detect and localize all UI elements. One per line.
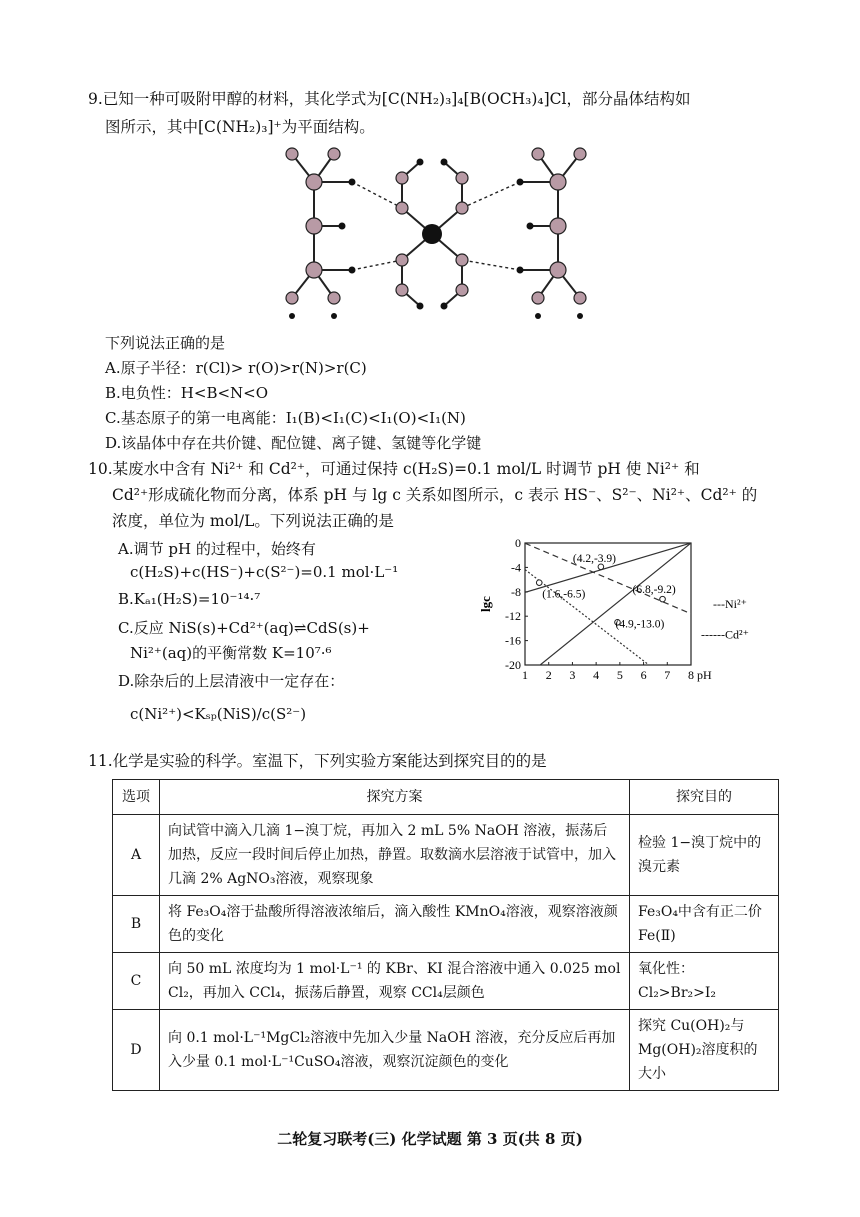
table-row [113,815,779,896]
q9-option-d: D.该晶体中存在共价键、配位键、离子键、氢键等化学键 [105,434,482,452]
q10-option-a-1: A.调节 pH 的过程中，始终有 [118,540,316,558]
header-plan: 探究方案 [160,780,630,815]
row-plan: 向 0.1 mol·L⁻¹MgCl₂溶液中先加入少量 NaOH 溶液，充分反应后再加入少量 0.1 mol·L⁻¹CuSO₄溶液，观察沉淀颜色的变化 [160,1010,630,1091]
row-plan: 将 Fe₃O₄溶于盐酸所得溶液浓缩后，滴入酸性 KMnO₄溶液，观察溶液颜色的变化 [160,896,630,953]
table-header-row [113,780,779,815]
intersection-point [660,596,666,602]
x-axis-label: pH [697,668,712,682]
ph-lgc-chart [478,535,788,690]
y-tick-label: -16 [505,633,521,648]
page-footer: 二轮复习联考(三) 化学试题 第 3 页(共 8 页) [277,1130,583,1148]
q10-option-c-1: C.反应 NiS(s)+Cd²⁺(aq)⇌CdS(s)+ [118,619,370,637]
q10-option-d-1: D.除杂后的上层清液中一定存在： [118,672,345,690]
x-tick-label: 3 [569,668,576,682]
point-annotation: (1.6,-6.5) [542,588,586,601]
q9-option-b: B.电负性：H<B<N<O [105,384,269,402]
q10-line2: Cd²⁺形成硫化物而分离，体系 pH 与 lg c 关系如图所示，c 表示 HS⁻、S²⁻、Ni²⁺、Cd²⁺ 的 [112,486,758,504]
point-annotation: (4.9,-13.0) [615,618,665,631]
q10-option-d-2: c(Ni²⁺)<Kₛₚ(NiS)/c(S²⁻) [130,705,307,723]
row-goal: Fe₃O₄中含有正二价 Fe(Ⅱ) [630,896,779,953]
experiment-table [112,779,779,1091]
row-option: A [113,815,160,896]
q10-option-c-2: Ni²⁺(aq)的平衡常数 K=10⁷·⁶ [130,644,332,662]
row-plan: 向试管中滴入几滴 1−溴丁烷，再加入 2 mL 5% NaOH 溶液，振荡后加热，反应一段时间后停止加热，静置。取数滴水层溶液于试管中，加入几滴 2% AgNO₃溶液，观察现象 [160,815,630,896]
crystal-structure-figure [262,142,610,322]
point-annotation: (6.8,-9.2) [632,584,676,597]
x-tick-label: 4 [593,668,600,682]
y-tick-label: -20 [505,658,521,672]
point-annotation: (4.2,-3.9) [572,552,617,565]
row-goal: 探究 Cu(OH)₂与 Mg(OH)₂溶度积的大小 [630,1010,779,1091]
q9-option-a: A.原子半径：r(Cl)> r(O)>r(N)>r(C) [105,359,367,377]
table-row [113,953,779,1010]
table-row [113,1010,779,1091]
row-plan: 向 50 mL 浓度均为 1 mol·L⁻¹ 的 KBr、KI 混合溶液中通入 0.025 mol Cl₂，再加入 CCl₄，振荡后静置，观察 CCl₄层颜色 [160,953,630,1010]
row-goal: 氧化性：Cl₂>Br₂>I₂ [630,953,779,1010]
y-tick-label: -8 [511,584,521,599]
legend-cd: ------Cd²⁺ [701,627,749,642]
q10-option-a-2: c(H₂S)+c(HS⁻)+c(S²⁻)=0.1 mol·L⁻¹ [130,563,399,581]
y-tick-label: 0 [515,536,521,550]
x-tick-label: 2 [545,668,552,682]
intersection-point [536,580,542,586]
row-option: B [113,896,160,953]
x-tick-label: 8 [688,668,694,682]
q9-stem: 下列说法正确的是 [105,334,226,352]
y-axis-label: lgc [478,596,493,612]
x-tick-label: 6 [640,668,647,682]
legend-ni: ---Ni²⁺ [713,597,747,611]
row-goal: 检验 1−溴丁烷中的溴元素 [630,815,779,896]
x-tick-label: 7 [664,668,671,682]
q11-title: 11.化学是实验的科学。室温下，下列实验方案能达到探究目的的是 [88,752,547,770]
q10-line3: 浓度，单位为 mol/L。下列说法正确的是 [112,512,394,530]
y-tick-label: -12 [505,609,521,624]
row-option: D [113,1010,160,1091]
q9-line2: 图所示，其中[C(NH₂)₃]⁺为平面结构。 [105,118,375,136]
q9-option-c: C.基态原子的第一电离能：I₁(B)<I₁(C)<I₁(O)<I₁(N) [105,409,466,427]
q10-option-b: B.Kₐ₁(H₂S)=10⁻¹⁴·⁷ [118,590,261,608]
x-tick-label: 1 [522,668,528,682]
q10-line1: 10.某废水中含有 Ni²⁺ 和 Cd²⁺，可通过保持 c(H₂S)=0.1 mol/L 时调节 pH 使 Ni²⁺ 和 [88,460,700,478]
header-option: 选项 [113,780,160,815]
row-option: C [113,953,160,1010]
table-row [113,896,779,953]
x-tick-label: 5 [616,668,623,682]
header-goal: 探究目的 [630,780,779,815]
intersection-point [598,564,604,570]
y-tick-label: -4 [511,560,521,575]
q9-line1: 9.已知一种可吸附甲醇的材料，其化学式为[C(NH₂)₃]₄[B(OCH₃)₄]Cl，部分晶体结构如 [88,90,691,108]
